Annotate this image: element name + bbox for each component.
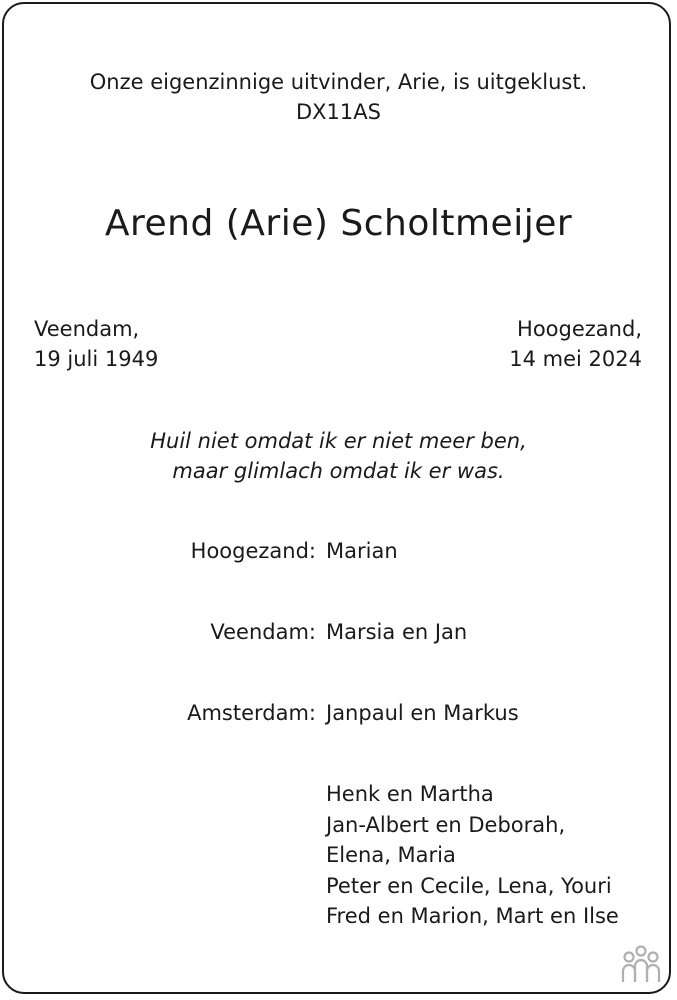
relative-line: Elena, Maria [326, 843, 456, 867]
family-place: Veendam: [210, 620, 316, 644]
memorial-quote [0, 426, 677, 486]
death-place: Hoogezand, [517, 317, 642, 341]
quote-line: Huil niet omdat ik er niet meer ben, [150, 429, 527, 453]
notice-code: DX11AS [296, 100, 381, 124]
birth-place: Veendam, [34, 317, 140, 341]
people-group-icon [618, 944, 664, 984]
intro-text: Onze eigenzinnige uitvinder, Arie, is uitgeklust. [89, 70, 588, 94]
family-names: Janpaul en Markus [326, 701, 519, 725]
family-names: Marsia en Jan [326, 620, 468, 644]
death-info [509, 314, 642, 374]
birth-info [34, 314, 158, 374]
birth-date: 19 juli 1949 [34, 347, 159, 371]
relative-line: Peter en Cecile, Lena, Youri [326, 873, 612, 898]
quote-line: maar glimlach omdat ik er was. [172, 459, 505, 483]
family-names: Marian [326, 539, 398, 563]
deceased-name: Arend (Arie) Scholtmeijer [104, 203, 573, 244]
family-place: Amsterdam: [187, 701, 316, 725]
relative-line: Henk en Martha [326, 782, 494, 806]
relative-line: Fred en Marion, Mart en Ilse [326, 904, 619, 928]
death-date: 14 mei 2024 [509, 347, 642, 371]
relative-line: Jan-Albert en Deborah, [326, 812, 566, 837]
family-place: Hoogezand: [190, 539, 316, 563]
other-relatives [326, 779, 619, 932]
